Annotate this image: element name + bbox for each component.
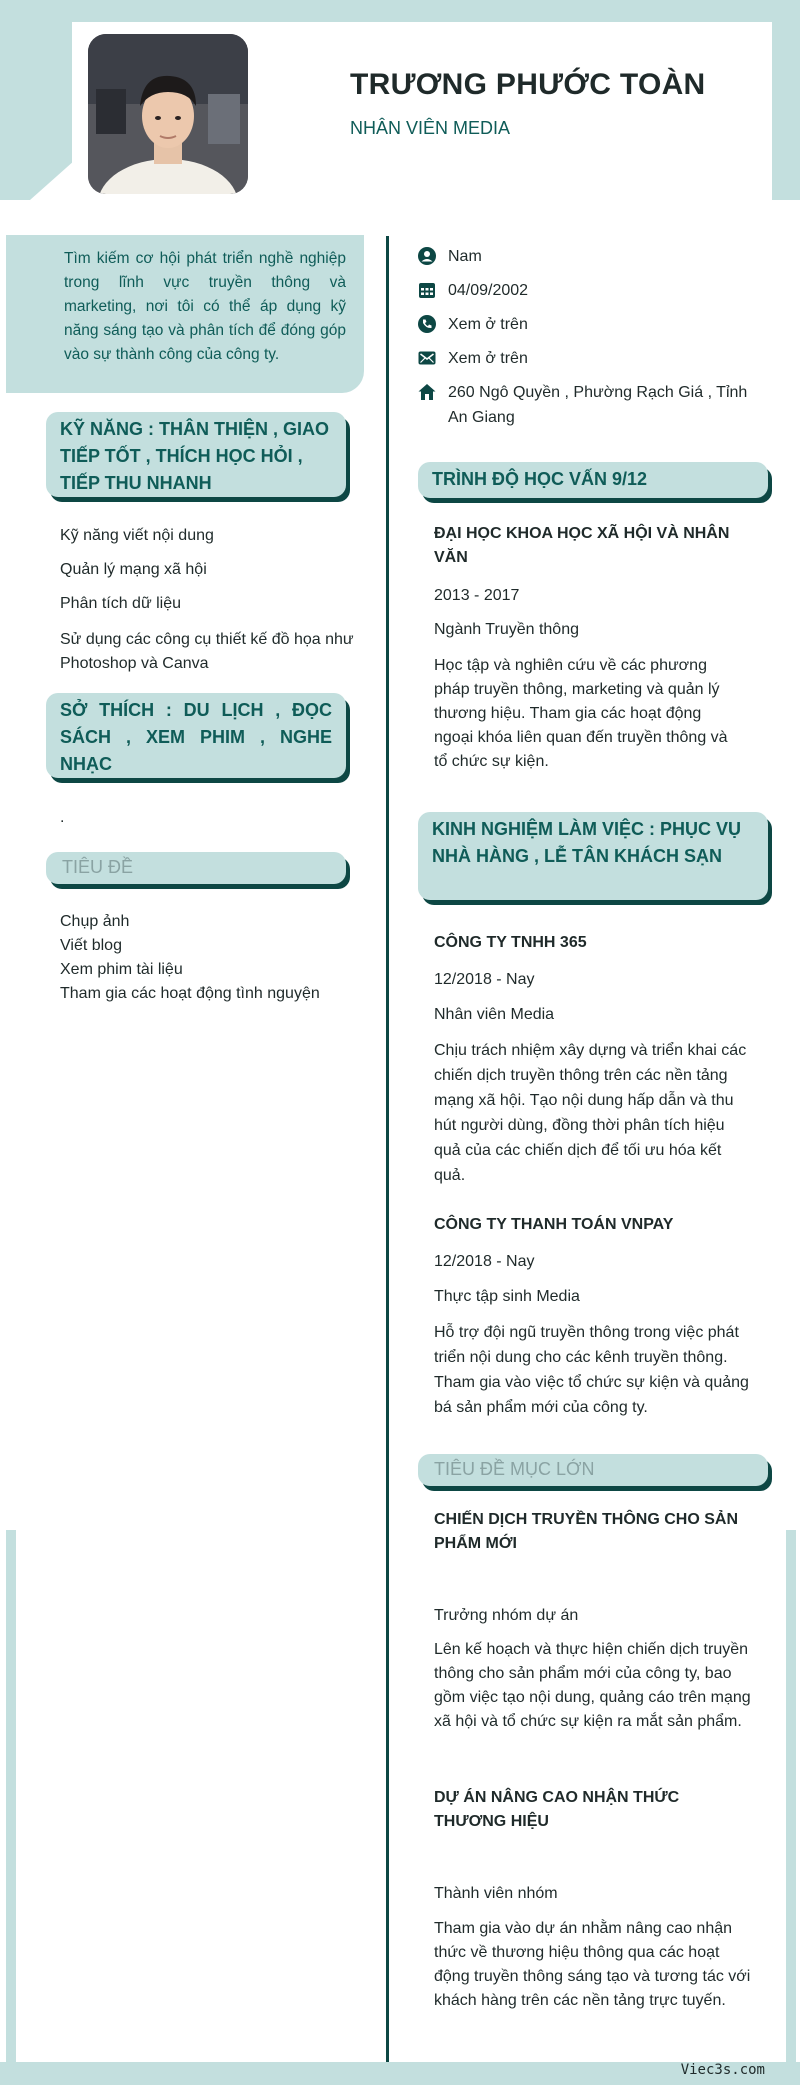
photo-card-tail	[30, 160, 75, 200]
home-icon	[418, 383, 436, 401]
contact-address	[418, 380, 758, 432]
phone-value: Xem ở trên	[448, 316, 528, 333]
address-value: 260 Ngô Quyền , Phường Rạch Giá , Tỉnh An Giang	[448, 384, 748, 426]
contact-email	[418, 346, 758, 371]
project-name: DỰ ÁN NÂNG CAO NHẬN THỨC THƯƠNG HIỆU	[434, 1789, 680, 1830]
mail-icon	[418, 349, 436, 367]
profile-photo-image	[88, 34, 248, 194]
hobbies-note: .	[60, 809, 65, 826]
top-band	[0, 0, 800, 22]
skills-header: KỸ NĂNG : THÂN THIỆN , GIAO TIẾP TỐT , THÍCH HỌC HỎI , TIẾP THU NHANH	[46, 412, 346, 497]
contact-birthday	[418, 278, 758, 303]
project-name: CHIẾN DỊCH TRUYỀN THÔNG CHO SẢN PHẨM MỚI	[434, 1511, 739, 1552]
education-school: ĐẠI HỌC KHOA HỌC XÃ HỘI VÀ NHÂN VĂN	[434, 525, 730, 566]
person-icon	[418, 247, 436, 265]
skill-item: Sử dụng các công cụ thiết kế đồ họa như Photoshop và Canva	[60, 631, 354, 672]
profile-photo	[88, 34, 248, 194]
job-period: 12/2018 - Nay	[434, 971, 535, 988]
education-description: Học tập và nghiên cứu về các phương pháp truyền thông, marketing và quản lý thương hiệu. Tham gia các hoạt động ngoại khóa liên quan đến truyền thông và tổ chức sự kiện.	[434, 657, 728, 770]
job-description: Chịu trách nhiệm xây dựng và triển khai các chiến dịch truyền thông trên các nền tảng mạng xã hội. Tạo nội dung hấp dẫn và thu hút người dùng, đồng thời phân tích hiệu quả của các chiến dịch để tối ưu hóa kết quả.	[434, 1042, 747, 1184]
career-objective: Tìm kiếm cơ hội phát triển nghề nghiệp trong lĩnh vực truyền thông và marketing, nơi tôi có thể áp dụng kỹ năng sáng tạo và phân tích để đóng góp vào sự thành công của công ty.	[6, 235, 364, 393]
bottom-right-band	[786, 1530, 796, 2085]
project-description: Tham gia vào dự án nhằm nâng cao nhận thức về thương hiệu thông qua các hoạt động truyền thông sáng tạo và tương tác với khách hàng trên các nền tảng trực tuyến.	[434, 1920, 751, 2009]
project-description: Lên kế hoạch và thực hiện chiến dịch truyền thông cho sản phẩm mới của công ty, bao gồm việc tạo nội dung, quảng cáo trên mạng xã hội và tổ chức sự kiện ra mắt sản phẩm.	[434, 1641, 751, 1730]
skill-item: Phân tích dữ liệu	[60, 595, 182, 612]
watermark: Viec3s.com	[680, 2062, 765, 2078]
hobbies-header: SỞ THÍCH : DU LỊCH , ĐỌC SÁCH , XEM PHIM , NGHE NHẠC	[46, 693, 346, 778]
skill-item: Kỹ năng viết nội dung	[60, 527, 214, 544]
contact-gender	[418, 244, 758, 269]
projects-header: TIÊU ĐỀ MỤC LỚN	[418, 1454, 768, 1486]
phone-icon	[418, 315, 436, 333]
calendar-icon	[418, 281, 436, 299]
gender-value: Nam	[448, 248, 482, 265]
extra-header: TIÊU ĐỀ	[46, 852, 346, 884]
job-position: Thực tập sinh Media	[434, 1288, 580, 1305]
extra-item: Tham gia các hoạt động tình nguyện	[60, 985, 320, 1002]
candidate-name: TRƯƠNG PHƯỚC TOÀN	[350, 68, 706, 101]
contact-phone	[418, 312, 758, 337]
job-company: CÔNG TY THANH TOÁN VNPAY	[434, 1216, 674, 1233]
column-divider	[386, 236, 389, 2062]
extra-item: Chụp ảnh	[60, 913, 130, 930]
project-role: Trưởng nhóm dự án	[434, 1607, 579, 1624]
project-role: Thành viên nhóm	[434, 1885, 558, 1902]
experience-header: KINH NGHIỆM LÀM VIỆC : PHỤC VỤ NHÀ HÀNG , LỄ TÂN KHÁCH SẠN	[418, 812, 768, 900]
job-description: Hỗ trợ đội ngũ truyền thông trong việc phát triển nội dung cho các kênh truyền thông. Tham gia vào việc tổ chức sự kiện và quảng bá sản phẩm mới của công ty.	[434, 1324, 749, 1416]
job-period: 12/2018 - Nay	[434, 1253, 535, 1270]
extra-item: Viết blog	[60, 937, 122, 954]
top-right-band	[772, 0, 800, 200]
bottom-left-band	[6, 1530, 16, 2085]
education-header: TRÌNH ĐỘ HỌC VẤN 9/12	[418, 462, 768, 498]
birthday-value: 04/09/2002	[448, 282, 529, 299]
job-company: CÔNG TY TNHH 365	[434, 934, 587, 951]
education-major: Ngành Truyền thông	[434, 621, 579, 638]
candidate-role: NHÂN VIÊN MEDIA	[350, 118, 511, 138]
job-position: Nhân viên Media	[434, 1006, 555, 1023]
skill-item: Quản lý mạng xã hội	[60, 561, 207, 578]
extra-item: Xem phim tài liệu	[60, 961, 183, 978]
education-period: 2013 - 2017	[434, 587, 520, 604]
email-value: Xem ở trên	[448, 350, 528, 367]
